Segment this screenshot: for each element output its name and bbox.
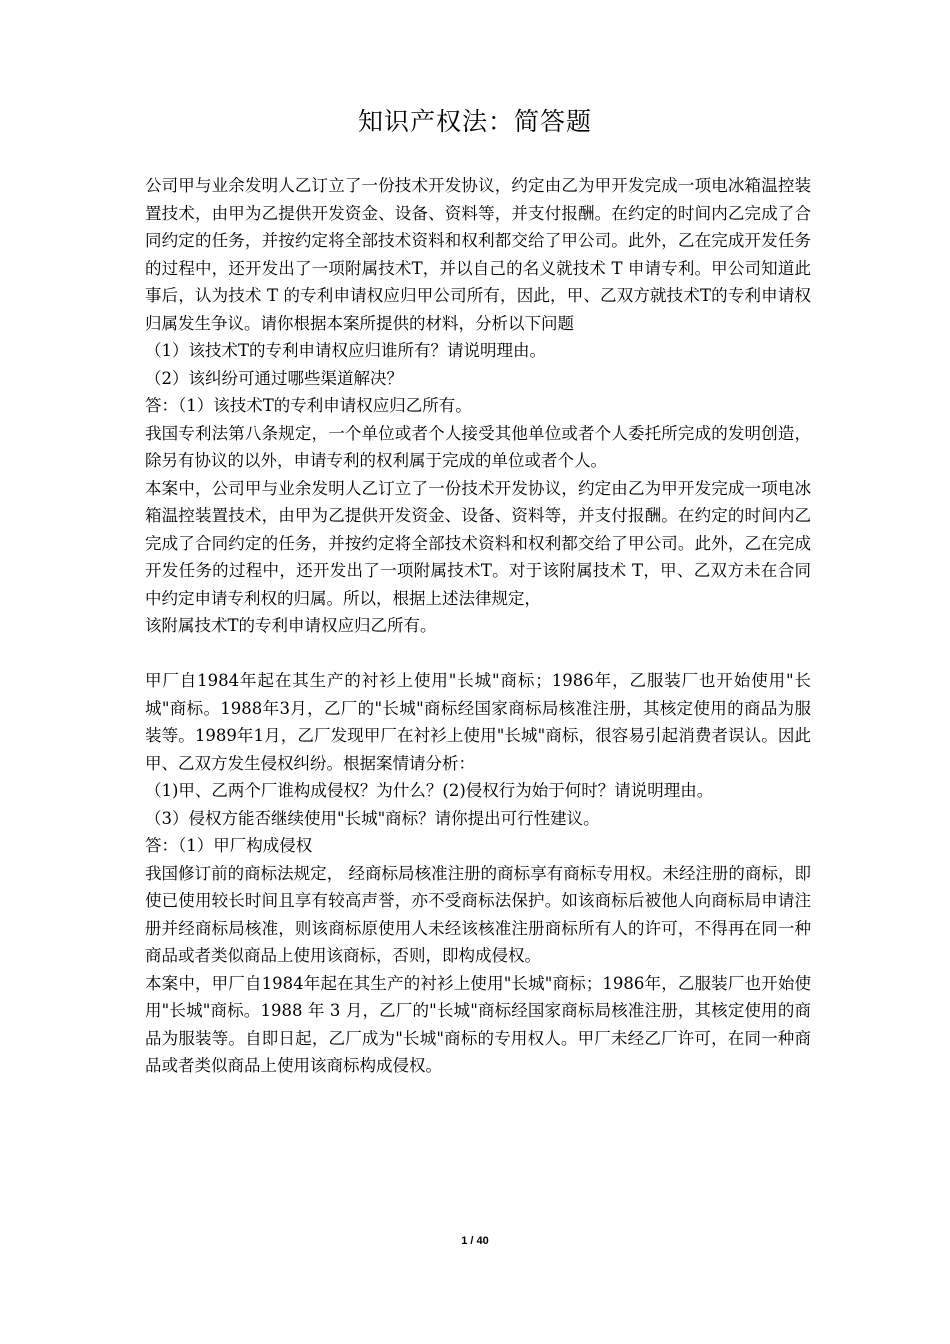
page-number: 1 / 40 <box>461 1235 489 1247</box>
case2-sub-questions-1-2: （1)甲、乙两个厂谁构成侵权？为什么？(2)侵权行为始于何时？请说明理由。 <box>145 781 714 800</box>
document-title: 知识产权法：简答题 <box>357 107 592 136</box>
document-body <box>145 172 811 1080</box>
section-gap <box>145 640 811 668</box>
case2-sub-question-3: （3）侵权方能否继续使用"长城"商标？请你提出可行性建议。 <box>145 808 600 828</box>
case1-conclusion: 该附属技术T的专利申请权应归乙所有。 <box>145 616 437 635</box>
case1-answer-heading: 答：（1）该技术T的专利申请权应归乙所有。 <box>145 396 472 415</box>
case1-analysis: 本案中，公司甲与业余发明人乙订立了一份技术开发协议，约定由乙为甲开发完成一项电冰箱温控装置技术，由甲为乙提供开发资金、设备、资料等，并支付报酬。在约定的时间内乙完成了合同约定的任务，并按约定将全部技术资料和权利都交给了甲公司。此外，乙在完成开发任务的过程中，还开发出了一项附属技术T。对于该附属技术 T，甲、乙双方未在合同中约定申请专利权的归属。所以，根据上述法律规定， <box>145 478 811 608</box>
case1-law-citation: 我国专利法第八条规定，一个单位或者个人接受其他单位或者个人委托所完成的发明创造，除另有协议的以外，申请专利的权利属于完成的单位或者个人。 <box>145 423 811 470</box>
case2-analysis: 本案中，甲厂自1984年起在其生产的衬衫上使用"长城"商标；1986年，乙服装厂也开始使用"长城"商标。1988 年 3 月，乙厂的"长城"商标经国家商标局核准注册，其核定使用的商品为服装等。自即日起，乙厂成为"长城"商标的专用权人。甲厂未经乙厂许可，在同一种商品或者类似商品上使用该商标构成侵权。 <box>145 973 811 1075</box>
case2-question: 甲厂自1984年起在其生产的衬衫上使用"长城"商标；1986年，乙服装厂也开始使用"长城"商标。1988年3月，乙厂的"长城"商标经国家商标局核准注册，其核定使用的商品为服装等。1989年1月，乙厂发现甲厂在衬衫上使用"长城"商标，很容易引起消费者误认。因此甲、乙双方发生侵权纠纷。根据案情请分析： <box>145 671 811 773</box>
case1-question: 公司甲与业余发明人乙订立了一份技术开发协议，约定由乙为甲开发完成一项电冰箱温控装置技术，由甲为乙提供开发资金、设备、资料等，并支付报酬。在约定的时间内乙完成了合同约定的任务，并按约定将全部技术资料和权利都交给了甲公司。此外，乙在完成开发任务的过程中，还开发出了一项附属技术T，并以自己的名义就技术 T 申请专利。甲公司知道此事后，认为技术 T 的专利申请权应归甲公司所有，因此，甲、乙双方就技术T的专利申请权归属发生争议。请你根据本案所提供的材料，分析以下问题 <box>145 176 811 333</box>
case1-sub-question-2: （2）该纠纷可通过哪些渠道解决？ <box>145 368 403 388</box>
case2-answer-heading: 答：（1）甲厂构成侵权 <box>145 836 313 855</box>
case2-law-citation: 我国修订前的商标法规定， 经商标局核准注册的商标享有商标专用权。未经注册的商标，即使已使用较长时间且享有较高声誉，亦不受商标法保护。如该商标后被他人向商标局申请注册并经商标局核准，则该商标原使用人未经该核准注册商标所有人的许可，不得再在同一种商品或者类似商品上使用该商标，否则，即构成侵权。 <box>145 863 811 965</box>
case1-sub-question-1: （1）该技术T的专利申请权应归谁所有？请说明理由。 <box>145 341 547 360</box>
